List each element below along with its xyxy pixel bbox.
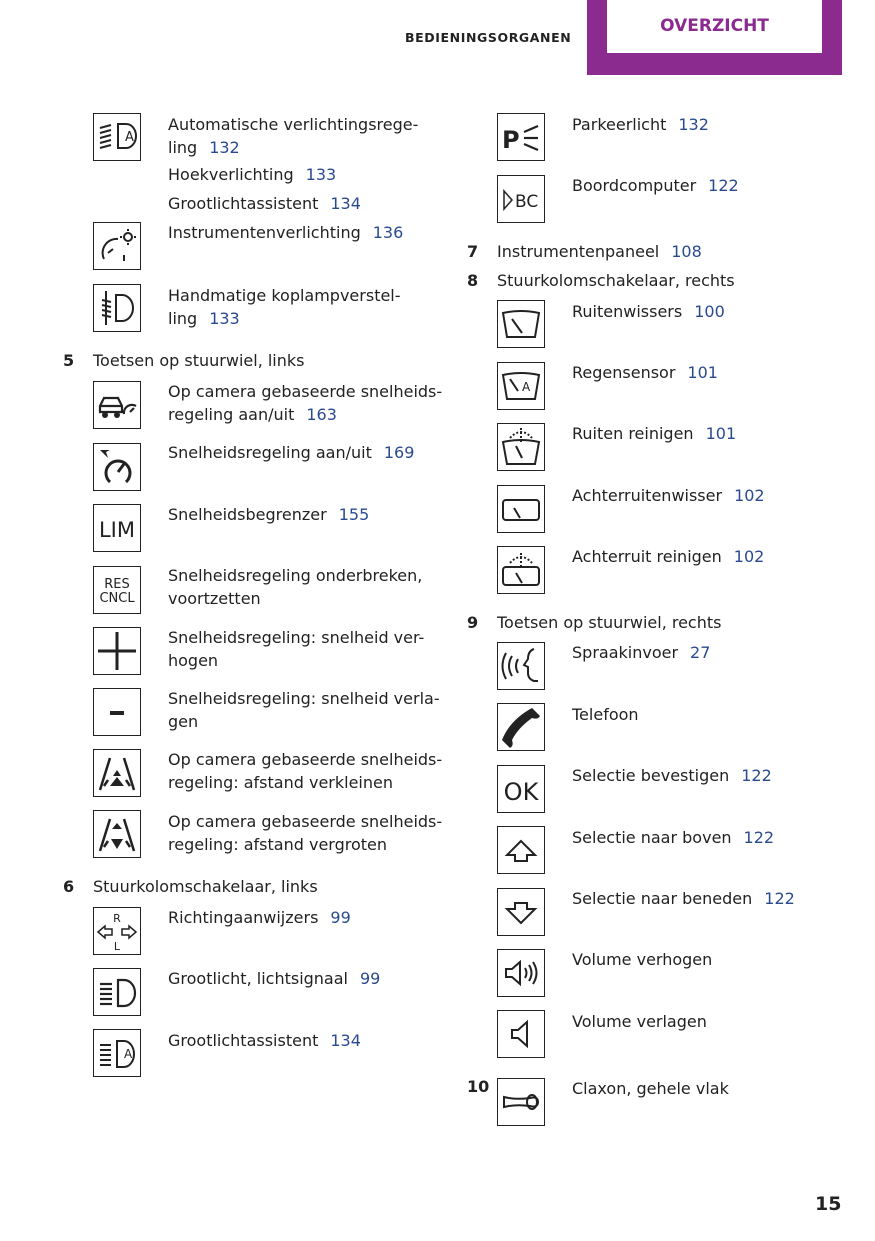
wiper-icon — [497, 300, 545, 348]
section-number: 6 — [63, 877, 75, 896]
section-title-text: Instrumentenpaneel — [497, 242, 660, 261]
item-label: Ruitenwissers — [572, 302, 683, 321]
item-label: Selectie naar boven — [572, 828, 732, 847]
item-label: hogen — [168, 651, 219, 670]
minus-icon — [93, 688, 141, 736]
high-beam-icon — [93, 968, 141, 1016]
item-label: Spraakinvoer — [572, 643, 679, 662]
item-label: Instrumentenverlichting — [168, 223, 361, 242]
list-item — [168, 284, 401, 330]
list-item — [168, 810, 442, 856]
item-label: Boordcomputer — [572, 176, 697, 195]
windshield-wash-icon — [497, 423, 545, 471]
item-label: Snelheidsregeling onderbreken, — [168, 566, 423, 585]
list-item — [572, 1077, 729, 1100]
page-ref-link[interactable]: 101 — [705, 424, 737, 443]
list-item — [168, 503, 369, 526]
page-ref-link[interactable]: 99 — [330, 908, 351, 927]
item-label: Op camera gebaseerde snelheids- — [168, 812, 443, 831]
item-label: Richtingaanwijzers — [168, 908, 319, 927]
svg-text:BC: BC — [515, 192, 539, 212]
arrow-up-icon — [497, 826, 545, 874]
item-label: Selectie bevestigen — [572, 766, 730, 785]
list-item — [572, 300, 725, 323]
section-title: Stuurkolomschakelaar, rechts — [497, 271, 735, 290]
page-ref-link[interactable]: 134 — [330, 1031, 361, 1050]
list-item — [168, 967, 380, 990]
section-title: Toetsen op stuurwiel, rechts — [497, 613, 722, 632]
page-ref-link[interactable]: 102 — [733, 547, 765, 566]
page-ref-link[interactable]: 136 — [372, 223, 404, 242]
section-title: Toetsen op stuurwiel, links — [93, 351, 305, 370]
item-label: ling — [168, 138, 198, 157]
item-label: Grootlichtassistent — [168, 194, 319, 213]
cruise-control-icon — [93, 443, 141, 491]
list-item — [572, 545, 764, 568]
phone-icon — [497, 703, 545, 751]
chapter-tab-label: OVERZICHT — [660, 16, 769, 36]
high-beam-assist-icon — [93, 1029, 141, 1077]
svg-text:OK: OK — [503, 778, 539, 806]
camera-cruise-icon — [93, 381, 141, 429]
list-item — [572, 113, 709, 136]
item-label: Grootlicht, lichtsignaal — [168, 969, 348, 988]
item-label: Op camera gebaseerde snelheids- — [168, 750, 443, 769]
page-ref-link[interactable]: 101 — [687, 363, 718, 382]
plus-icon — [93, 627, 141, 675]
list-item — [168, 1029, 361, 1052]
page-ref-link[interactable]: 163 — [306, 405, 337, 424]
board-computer-icon — [497, 175, 545, 223]
distance-increase-icon — [93, 810, 141, 858]
item-label: Handmatige koplampverstel- — [168, 286, 401, 305]
item-label: regeling: afstand vergroten — [168, 835, 388, 854]
turn-signal-icon — [93, 907, 141, 955]
list-item — [168, 192, 361, 215]
page-ref-link[interactable]: 102 — [734, 486, 765, 505]
svg-text:LIM: LIM — [98, 518, 136, 542]
page-ref-link[interactable]: 122 — [764, 889, 795, 908]
page-ref-link[interactable]: 122 — [708, 176, 739, 195]
list-item — [168, 626, 424, 672]
page-ref-link[interactable]: 27 — [690, 643, 711, 662]
section-title — [497, 242, 702, 261]
list-item — [572, 484, 765, 507]
svg-text:A: A — [522, 380, 531, 394]
section-number: 10 — [467, 1077, 490, 1096]
item-label: Snelheidsregeling aan/uit — [168, 443, 372, 462]
list-item — [572, 948, 712, 971]
list-item — [572, 764, 772, 787]
list-item — [572, 887, 795, 910]
page-ref-link[interactable]: 133 — [209, 309, 240, 328]
item-label: Achterruitenwisser — [572, 486, 723, 505]
page-ref-link[interactable]: 169 — [383, 443, 415, 462]
list-item — [168, 687, 440, 733]
item-label: Selectie naar beneden — [572, 889, 753, 908]
res-cncl-icon — [93, 566, 141, 614]
section-number: 8 — [467, 271, 479, 290]
horn-icon — [497, 1078, 545, 1126]
svg-text:L: L — [113, 940, 121, 953]
page-ref-link[interactable]: 134 — [330, 194, 361, 213]
item-label: regeling aan/uit — [168, 405, 295, 424]
svg-text:P: P — [502, 126, 520, 154]
item-label: Regensensor — [572, 363, 676, 382]
distance-decrease-icon — [93, 749, 141, 797]
item-label: gen — [168, 712, 199, 731]
svg-text:RES: RES — [104, 577, 130, 592]
section-header: BEDIENINGSORGANEN — [405, 30, 572, 45]
section-number: 5 — [63, 351, 75, 370]
item-label: Snelheidsregeling: snelheid verla- — [168, 689, 440, 708]
list-item — [572, 422, 736, 445]
page-ref-link[interactable]: 100 — [694, 302, 725, 321]
page-ref-link[interactable]: 133 — [305, 165, 337, 184]
headlight-adjust-icon — [93, 284, 141, 332]
list-item — [572, 1010, 707, 1033]
list-item — [572, 641, 710, 664]
rear-wiper-icon — [497, 485, 545, 533]
chapter-tab[interactable] — [587, 0, 842, 75]
list-item — [572, 703, 639, 726]
item-label: Op camera gebaseerde snelheids- — [168, 382, 443, 401]
item-label: Claxon, gehele vlak — [572, 1079, 729, 1098]
list-item — [572, 361, 718, 384]
page-ref-link[interactable]: 122 — [741, 766, 772, 785]
parking-light-icon — [497, 113, 545, 161]
item-label: Snelheidsbegrenzer — [168, 505, 327, 524]
rain-sensor-icon — [497, 362, 545, 410]
item-label: Grootlichtassistent — [168, 1031, 319, 1050]
svg-text:R: R — [113, 912, 121, 925]
item-label: Automatische verlichtingsrege- — [168, 115, 419, 134]
page-ref-link[interactable]: 108 — [671, 242, 702, 261]
rear-wash-icon — [497, 546, 545, 594]
arrow-down-icon — [497, 888, 545, 936]
page-ref-link[interactable]: 132 — [209, 138, 240, 157]
list-item — [168, 163, 336, 186]
section-number: 7 — [467, 242, 479, 261]
item-label: Hoekverlichting — [168, 165, 294, 184]
item-label: Ruiten reinigen — [572, 424, 694, 443]
voice-input-icon — [497, 642, 545, 690]
auto-light-icon — [93, 113, 141, 161]
svg-text:A: A — [125, 130, 134, 145]
list-item — [168, 113, 418, 159]
page-ref-link[interactable]: 132 — [678, 115, 709, 134]
item-label: ling — [168, 309, 198, 328]
svg-text:CNCL: CNCL — [99, 591, 135, 606]
lim-icon — [93, 504, 141, 552]
list-item — [168, 906, 351, 929]
item-label: regeling: afstand verkleinen — [168, 773, 393, 792]
list-item — [168, 380, 442, 426]
instrument-lighting-icon — [93, 222, 141, 270]
volume-up-icon — [497, 949, 545, 997]
volume-down-icon — [497, 1010, 545, 1058]
item-label: Snelheidsregeling: snelheid ver- — [168, 628, 425, 647]
item-label: Parkeerlicht — [572, 115, 667, 134]
item-label: Telefoon — [572, 705, 639, 724]
page-number: 15 — [815, 1193, 842, 1215]
list-item — [168, 221, 403, 244]
list-item — [168, 748, 442, 794]
item-label: voortzetten — [168, 589, 261, 608]
item-label: Volume verhogen — [572, 950, 713, 969]
list-item — [572, 826, 774, 849]
ok-icon — [497, 765, 545, 813]
item-label: Volume verlagen — [572, 1012, 707, 1031]
page-ref-link[interactable]: 155 — [338, 505, 370, 524]
list-item — [168, 441, 414, 464]
list-item — [168, 564, 422, 610]
page-ref-link[interactable]: 122 — [743, 828, 775, 847]
section-title: Stuurkolomschakelaar, links — [93, 877, 318, 896]
svg-text:A: A — [124, 1047, 133, 1061]
page-ref-link[interactable]: 99 — [359, 969, 381, 988]
section-number: 9 — [467, 613, 479, 632]
list-item — [572, 174, 739, 197]
item-label: Achterruit reinigen — [572, 547, 722, 566]
